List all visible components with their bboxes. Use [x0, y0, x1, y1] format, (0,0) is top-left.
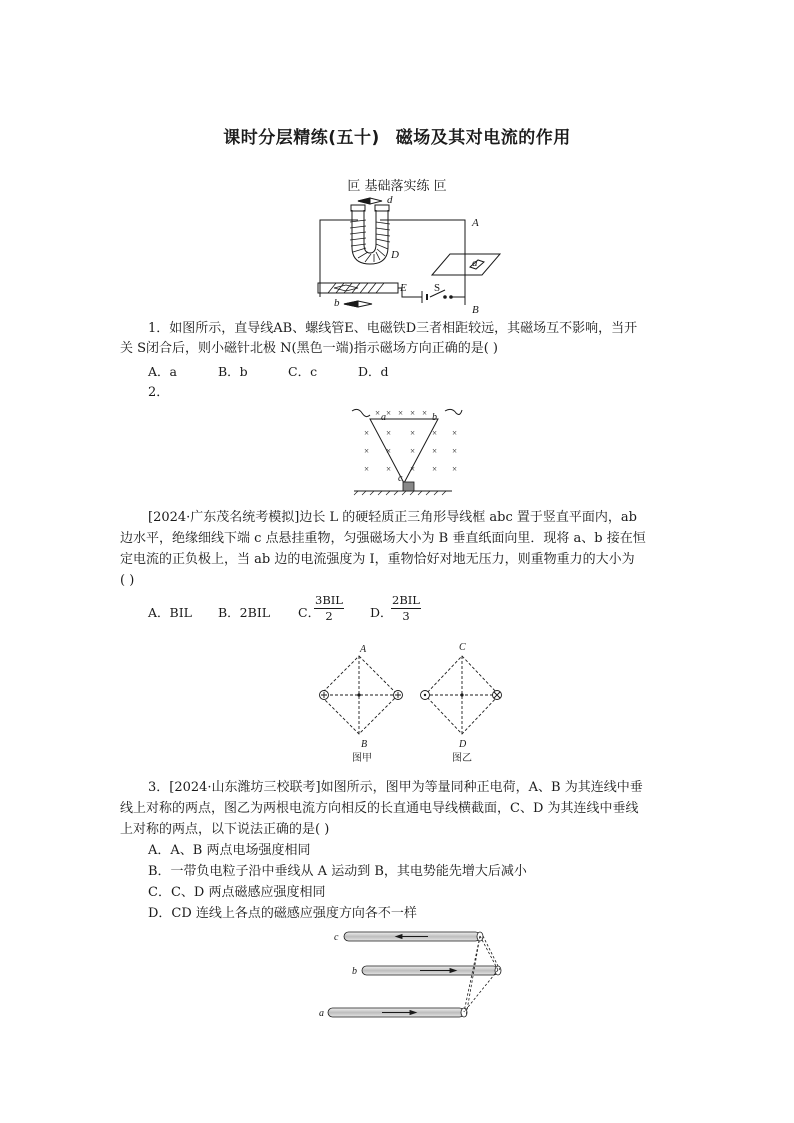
q1-option-a: A．a	[148, 364, 177, 379]
q2-option-c-label: C．	[298, 605, 321, 620]
q3-option-b: B．一带负电粒子沿中垂线从 A 运动到 B，其电势能先增大后减小	[148, 864, 527, 879]
svg-text:×: ×	[432, 464, 438, 474]
svg-text:×: ×	[398, 408, 404, 418]
q2-option-b: B．2BIL	[218, 605, 271, 620]
q1-options	[148, 362, 448, 380]
q3-diamond-figures	[312, 638, 512, 766]
fig3-caption-yi: 图乙	[452, 753, 472, 764]
q2-triangle-figure	[340, 405, 470, 497]
svg-text:×: ×	[386, 464, 392, 474]
fig1-label-a: a	[472, 257, 478, 269]
q3-stem-line2: 线上对称的两点，图乙为两根电流方向相反的长直通电导线横截面，C、D 为其连线中垂线	[120, 801, 639, 816]
q2-option-d-fraction	[391, 593, 421, 624]
svg-text:×: ×	[410, 428, 416, 438]
fig1-label-b: b	[334, 297, 340, 309]
svg-text:×: ×	[364, 464, 370, 474]
fig4-label-b: b	[352, 966, 357, 977]
svg-text:×: ×	[452, 464, 458, 474]
fig1-label-S: S	[434, 282, 441, 294]
fig2-label-c: c	[398, 473, 403, 484]
q3-option-d: D．CD 连线上各点的磁感应强度方向各不一样	[148, 906, 417, 921]
q1-stem-line1: 1．如图所示，直导线AB、螺线管E、电磁铁D三者相距较远，其磁场互不影响，当开	[148, 321, 638, 336]
svg-text:×: ×	[364, 446, 370, 456]
fig1-label-A: A	[472, 217, 479, 229]
q2-stem-line3: 定电流的正负极上，当 ab 边的电流强度为 I，重物恰好对地无压力，则重物重力的大小为	[120, 552, 635, 567]
svg-text:×: ×	[422, 408, 428, 418]
svg-text:×: ×	[452, 446, 458, 456]
q1-option-b: B．b	[218, 364, 248, 379]
q1-option-c: C．c	[288, 364, 318, 379]
section-header: 叵 基础落实练 叵	[347, 179, 447, 194]
fig1-label-B: B	[472, 304, 479, 316]
title-part2: 磁场及其对电流的作用	[395, 128, 571, 148]
q2-stem-line2: 边水平，绝缘细线下端 c 点悬挂重物，匀强磁场大小为 B 垂直纸面向里．现将 a、b 接在恒	[120, 531, 646, 546]
q3-option-a: A．A、B 两点电场强度相同	[148, 843, 311, 858]
svg-text:×: ×	[410, 464, 416, 474]
svg-text:×: ×	[364, 428, 370, 438]
q2-stem-line1: [2024·广东茂名统考模拟]边长 L 的硬轻质正三角形导线框 abc 置于竖直平面内，ab	[148, 510, 637, 525]
q1-circuit-figure	[310, 192, 510, 316]
q1-option-d: D．d	[358, 364, 389, 379]
svg-text:×: ×	[386, 428, 392, 438]
q4-rods-figure	[316, 926, 516, 1026]
fig1-label-D: D	[391, 249, 399, 261]
fig4-label-c: c	[334, 932, 339, 943]
svg-text:×: ×	[386, 446, 392, 456]
q2-option-c-denominator: 2	[325, 609, 333, 623]
title-part1: 课时分层精练(五十)	[223, 128, 380, 148]
svg-text:×: ×	[432, 446, 438, 456]
svg-text:×: ×	[410, 446, 416, 456]
q3-stem-line3: 上对称的两点，以下说法正确的是( )	[120, 822, 330, 837]
q2-option-c-numerator: 3BIL	[315, 593, 343, 607]
q2-number: 2．	[148, 385, 170, 400]
svg-text:×: ×	[432, 428, 438, 438]
q2-option-c-fraction	[314, 593, 344, 624]
fig3-label-A: A	[360, 644, 367, 655]
fig3-label-C: C	[459, 642, 466, 653]
svg-text:×: ×	[375, 408, 381, 418]
fig3-label-D: D	[459, 739, 467, 750]
svg-text:×: ×	[386, 408, 392, 418]
svg-text:×: ×	[452, 428, 458, 438]
fig1-label-d: d	[387, 194, 393, 206]
svg-text:×: ×	[410, 408, 416, 418]
page-title	[0, 123, 794, 148]
fig1-label-E: E	[400, 282, 407, 294]
q2-option-d-denominator: 3	[402, 609, 410, 623]
q2-option-d-numerator: 2BIL	[392, 593, 420, 607]
q3-option-c: C．C、D 两点磁感应强度相同	[148, 885, 326, 900]
fig4-label-a: a	[319, 1008, 324, 1019]
fig3-caption-jia: 图甲	[352, 753, 372, 764]
q2-option-d-label: D．	[370, 605, 393, 620]
fig2-label-a: a	[381, 412, 386, 423]
q2-stem-line4: ( )	[120, 573, 135, 588]
q3-stem-line1: 3．[2024·山东潍坊三校联考]如图所示，图甲为等量同种正电荷，A、B 为其连线中垂	[148, 780, 643, 795]
fig3-label-B: B	[361, 739, 368, 750]
fig2-label-b: b	[432, 412, 437, 423]
q2-option-a: A．BIL	[148, 605, 192, 620]
q1-stem-line2: 关 S闭合后，则小磁针北极 N(黑色一端)指示磁场方向正确的是( )	[120, 341, 498, 356]
